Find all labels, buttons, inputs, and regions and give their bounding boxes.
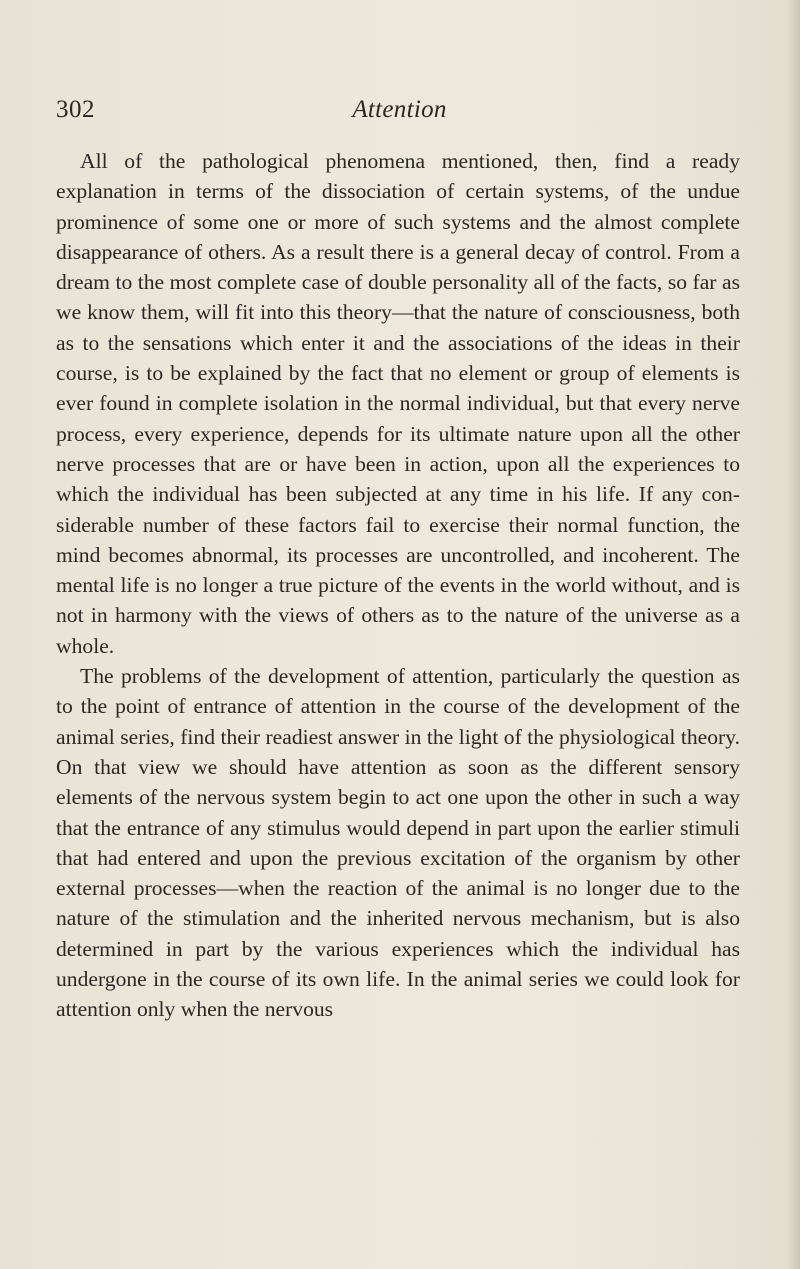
running-head — [56, 96, 743, 130]
paragraph-development-of-attention: The problems of the development of attention, particularly the question as to the point of entrance of attention in the course of the development of the animal series, find their readiest answer in the light of the physiological theory. On that view we should have attention as soon as the different sensory elements of the nervous system begin to act one upon the other in such a way that the entrance of any stimulus would depend in part upon the earlier stimuli that had entered and upon the previous excitation of the organism by other external processes—when the reaction of the animal is no longer due to the nature of the stimulation and the inherited nervous mechanism, but is also determined in part by the various experiences which the individual has undergone in the course of its own life. In the animal series we could look for attention only when the nervous — [56, 664, 740, 1022]
paragraph-pathological-phenomena: All of the pathological phenomena mentioned, then, find a ready explanation in terms of the dissociation of certain systems, of the undue prominence of some one or more of such systems and the almost complete disappearance of others. As a result there is a general decay of control. From a dream to the most complete case of double personality all of the facts, so far as we know them, will fit into this theory—that the nature of consciousness, both as to the sensations which enter it and the associations of the ideas in their course, is to be explained by the fact that no element or group of elements is ever found in complete isolation in the normal individual, but that every nerve process, every experience, depends for its ultimate nature upon all the other nerve processes that are or have been in action, upon all the experiences to which the individual has been subjected at any time in his life. If any considerable number of these factors fail to exercise their normal function, the mind becomes abnormal, its processes are uncontrolled, and incoherent. The mental life is no longer a true picture of the events in the world without, and is not in harmony with the views of others as to the nature of the universe as a whole. — [56, 149, 740, 658]
page-number: 302 — [56, 96, 95, 123]
page-edge-shadow — [786, 0, 800, 1269]
body-text — [56, 146, 740, 1025]
running-title: Attention — [352, 96, 447, 123]
